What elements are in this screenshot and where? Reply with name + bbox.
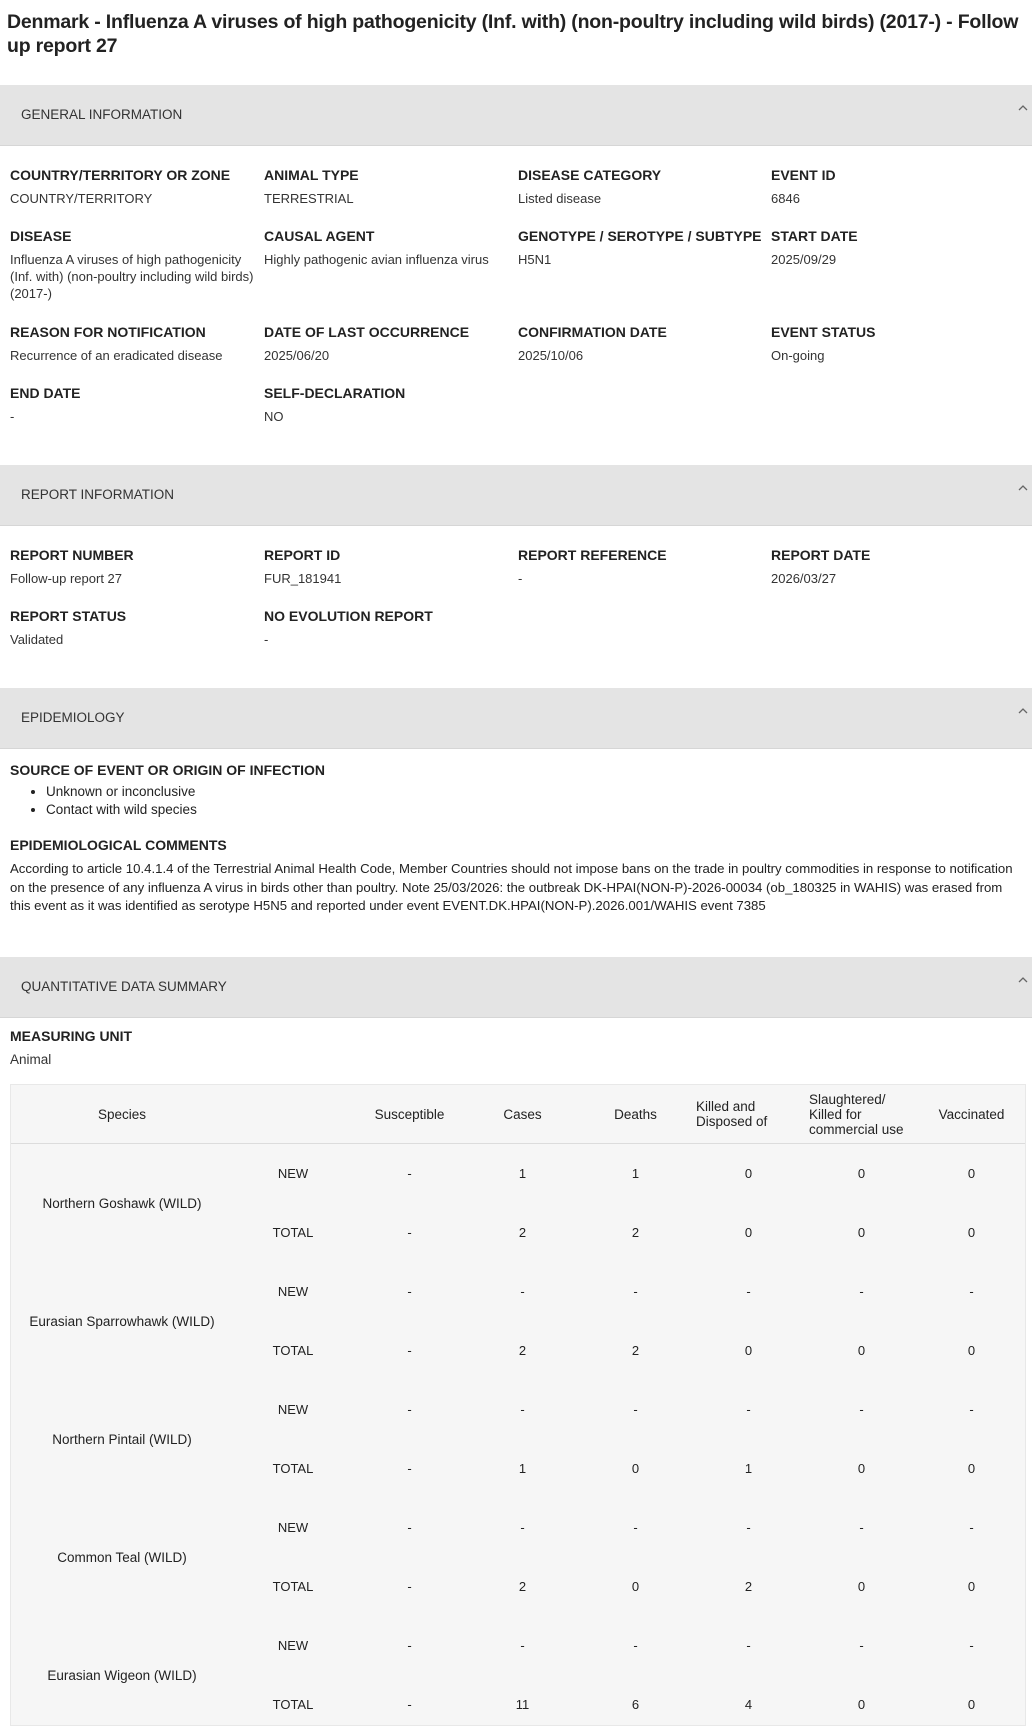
table-row (11, 1262, 1025, 1321)
source-list (28, 783, 197, 819)
total-label: TOTAL (272, 1461, 314, 1476)
table-cell: - (407, 1343, 412, 1358)
total-label: TOTAL (272, 1697, 314, 1712)
table-row (11, 1498, 1025, 1557)
table-cell: - (746, 1402, 751, 1417)
field-event-id: EVENT ID 6846 (771, 167, 836, 206)
field-event-status: EVENT STATUS On-going (771, 324, 876, 363)
col-header-slaughtered: Slaughtered/ Killed for commercial use (805, 1085, 918, 1144)
table-cell: 2 (518, 1579, 527, 1594)
field-causal-agent: CAUSAL AGENT Highly pathogenic avian influenza virus (264, 228, 489, 267)
table-cell: - (520, 1638, 525, 1653)
table-cell: - (407, 1579, 412, 1594)
table-cell: 6 (631, 1697, 640, 1712)
table-cell: - (520, 1284, 525, 1299)
field-report-date: REPORT DATE 2026/03/27 (771, 547, 871, 586)
new-label: NEW (277, 1284, 309, 1299)
table-cell: 1 (518, 1166, 527, 1181)
list-item: • Contact with wild species (46, 801, 197, 819)
table-cell: 0 (967, 1461, 976, 1476)
table-header-row (11, 1085, 1025, 1144)
table-cell: - (407, 1284, 412, 1299)
table-cell: 0 (967, 1225, 976, 1240)
table-cell: 0 (744, 1225, 753, 1240)
table-cell: - (859, 1520, 864, 1535)
table-cell: - (969, 1284, 974, 1299)
section-title: GENERAL INFORMATION (21, 107, 183, 122)
col-header-susceptible: Susceptible (353, 1085, 466, 1144)
table-cell: - (633, 1402, 638, 1417)
table-cell: 2 (518, 1343, 527, 1358)
quantitative-table (10, 1084, 1026, 1726)
table-cell: - (520, 1402, 525, 1417)
table-cell: - (407, 1461, 412, 1476)
field-genotype: GENOTYPE / SEROTYPE / SUBTYPE H5N1 (518, 228, 762, 267)
table-cell: - (746, 1638, 751, 1653)
field-report-number: REPORT NUMBER Follow-up report 27 (10, 547, 134, 586)
field-animal-type: ANIMAL TYPE TERRESTRIAL (264, 167, 359, 206)
chevron-up-icon[interactable] (1016, 481, 1030, 495)
col-header-species: Species (11, 1085, 233, 1144)
table-cell: 11 (515, 1697, 530, 1712)
table-cell: - (746, 1284, 751, 1299)
table-cell: 0 (857, 1166, 866, 1181)
field-reason: REASON FOR NOTIFICATION Recurrence of an eradicated disease (10, 324, 223, 363)
table-cell: - (633, 1284, 638, 1299)
table-cell: - (969, 1638, 974, 1653)
table-cell: 0 (967, 1343, 976, 1358)
table-cell: - (407, 1697, 412, 1712)
total-label: TOTAL (272, 1343, 314, 1358)
section-title: REPORT INFORMATION (21, 487, 175, 502)
source-title: SOURCE OF EVENT OR ORIGIN OF INFECTION (10, 762, 326, 778)
table-cell: 2 (518, 1225, 527, 1240)
table-cell: 0 (744, 1166, 753, 1181)
table-cell: - (407, 1638, 412, 1653)
table-cell: 0 (857, 1225, 866, 1240)
new-label: NEW (277, 1638, 309, 1653)
table-cell: - (969, 1520, 974, 1535)
col-header-killed: Killed and Disposed of (692, 1085, 805, 1144)
section-header-report[interactable] (0, 465, 1032, 526)
table-cell: 4 (744, 1697, 753, 1712)
table-cell: - (407, 1225, 412, 1240)
table-cell: - (859, 1638, 864, 1653)
epidemiological-comments: According to article 10.4.1.4 of the Terrestrial Animal Health Code, Member Countries should not impose bans on the trade in poultry commodities in response to notification on the presence of any influenza A virus in birds other than poultry. Note 25/03/2026: the outbreak DK-HPAI(NON-P)-2026-00034 (ob_180325 in WAHIS) was erased from this event as it was identified as serotype H5N5 and reported under event EVENT.DK.HPAI(NON-P).2026.001/WAHIS event 7385 (10, 861, 1013, 913)
new-label: NEW (277, 1520, 309, 1535)
table-cell: 0 (631, 1461, 640, 1476)
list-item: • Unknown or inconclusive (46, 783, 197, 801)
species-cell: Northern Goshawk (WILD) (42, 1195, 202, 1211)
table-cell: 0 (857, 1461, 866, 1476)
section-header-epidemiology[interactable] (0, 688, 1032, 749)
comments-title: EPIDEMIOLOGICAL COMMENTS (10, 837, 227, 853)
table-cell: - (969, 1402, 974, 1417)
new-label: NEW (277, 1402, 309, 1417)
section-title: EPIDEMIOLOGY (21, 710, 125, 725)
table-cell: 0 (967, 1579, 976, 1594)
section-title: QUANTITATIVE DATA SUMMARY (21, 979, 227, 994)
species-cell: Northern Pintail (WILD) (52, 1431, 192, 1447)
table-cell: 2 (631, 1343, 640, 1358)
table-cell: - (746, 1520, 751, 1535)
table-cell: 0 (967, 1166, 976, 1181)
chevron-up-icon[interactable] (1016, 101, 1030, 115)
table-cell: 0 (857, 1579, 866, 1594)
table-cell: - (407, 1402, 412, 1417)
new-label: NEW (277, 1166, 309, 1181)
section-header-quantitative[interactable] (0, 957, 1032, 1018)
table-cell: - (859, 1402, 864, 1417)
col-header-vaccinated: Vaccinated (918, 1085, 1025, 1144)
table-cell: 0 (967, 1697, 976, 1712)
col-header-deaths: Deaths (579, 1085, 692, 1144)
table-cell: - (407, 1166, 412, 1181)
table-cell: 1 (744, 1461, 753, 1476)
table-cell: - (520, 1520, 525, 1535)
species-cell: Eurasian Wigeon (WILD) (47, 1667, 197, 1683)
species-cell: Common Teal (WILD) (57, 1549, 187, 1565)
field-report-reference: REPORT REFERENCE - (518, 547, 667, 586)
field-disease-category: DISEASE CATEGORY Listed disease (518, 167, 662, 206)
col-header-blank (233, 1085, 353, 1144)
field-disease: DISEASE Influenza A viruses of high pathogenicity (Inf. with) (non-poultry including wild birds) (2017-) (10, 228, 254, 301)
table-cell: 0 (631, 1579, 640, 1594)
table-cell: - (407, 1520, 412, 1535)
table-row (11, 1616, 1025, 1675)
field-report-status: REPORT STATUS Validated (10, 608, 127, 647)
table-cell: 1 (631, 1166, 640, 1181)
table-row (11, 1144, 1025, 1204)
field-country: COUNTRY/TERRITORY OR ZONE COUNTRY/TERRITORY (10, 167, 231, 206)
col-header-cases: Cases (466, 1085, 579, 1144)
field-measuring-unit: MEASURING UNIT Animal (10, 1028, 133, 1067)
page-title: Denmark - Influenza A viruses of high pathogenicity (Inf. with) (non-poultry including wild birds) (2017-) - Follow up report 27 (7, 11, 1019, 57)
table-cell: - (633, 1638, 638, 1653)
field-start-date: START DATE 2025/09/29 (771, 228, 858, 267)
table-row (11, 1380, 1025, 1439)
field-report-id: REPORT ID FUR_181941 (264, 547, 342, 586)
table-cell: - (859, 1284, 864, 1299)
chevron-up-icon[interactable] (1016, 704, 1030, 718)
field-end-date: END DATE - (10, 385, 81, 424)
total-label: TOTAL (272, 1579, 314, 1594)
table-cell: 1 (518, 1461, 527, 1476)
section-header-general[interactable] (0, 85, 1032, 146)
table-cell: - (633, 1520, 638, 1535)
species-cell: Eurasian Sparrowhawk (WILD) (29, 1313, 215, 1329)
table-cell: 0 (857, 1343, 866, 1358)
total-label: TOTAL (272, 1225, 314, 1240)
field-last-occurrence: DATE OF LAST OCCURRENCE 2025/06/20 (264, 324, 470, 363)
table-cell: 0 (744, 1343, 753, 1358)
field-no-evolution-report: NO EVOLUTION REPORT - (264, 608, 433, 647)
field-confirmation-date: CONFIRMATION DATE 2025/10/06 (518, 324, 667, 363)
field-self-declaration: SELF-DECLARATION NO (264, 385, 406, 424)
table-cell: 0 (857, 1697, 866, 1712)
chevron-up-icon[interactable] (1016, 973, 1030, 987)
table-cell: 2 (744, 1579, 753, 1594)
table-cell: 2 (631, 1225, 640, 1240)
